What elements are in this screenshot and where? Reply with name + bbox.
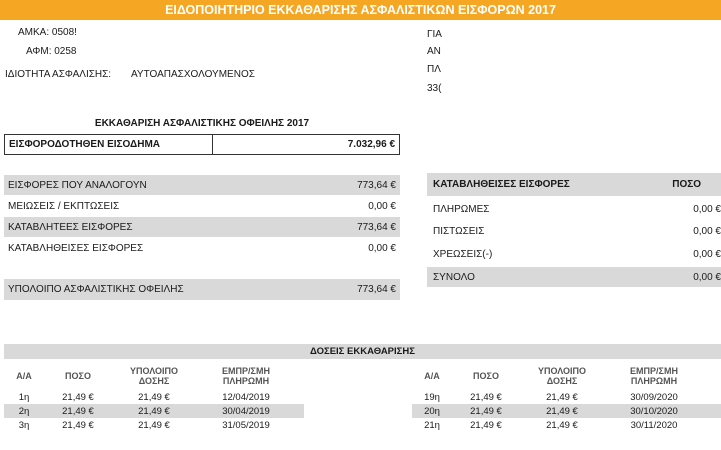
- settlement-row: [4, 196, 400, 216]
- col-aa: Α/Α: [424, 371, 440, 381]
- row-label: ΚΑΤΑΒΛΗΘΕΙΣΕΣ ΕΙΣΦΟΡΕΣ: [8, 242, 144, 254]
- settlement-row: [4, 175, 400, 195]
- paid-row-value: 0,00 €: [693, 225, 721, 237]
- amka-field: ΑΜΚΑ: 0508!: [18, 27, 77, 38]
- settlement-row: [4, 238, 400, 258]
- table-row: 21η 21,49 € 21,49 € 30/11/2020: [424, 419, 678, 431]
- afm-field: ΑΦΜ: 0258: [26, 46, 77, 57]
- income-label: ΕΙΣΦΟΡΟΔΟΤΗΘΕΝ ΕΙΣΟΔΗΜΑ: [9, 139, 161, 150]
- balance-label: ΥΠΟΛΟΙΠΟ ΑΣΦΑΛΙΣΤΙΚΗΣ ΟΦΕΙΛΗΣ: [8, 284, 184, 295]
- paid-row: [427, 221, 721, 241]
- row-label: ΚΑΤΑΒΛΗΤΕΕΣ ΕΙΣΦΟΡΕΣ: [8, 221, 133, 233]
- idiotita-label: ΙΔΙΟΤΗΤΑ ΑΣΦΑΛΙΣΗΣ:: [5, 69, 112, 80]
- paid-total-row: [427, 267, 721, 287]
- paid-row-value: 0,00 €: [693, 203, 721, 215]
- installments-table-right: [412, 362, 721, 432]
- installments-title: ΔΟΣΕΙΣ ΕΚΚΑΘΑΡΙΣΗΣ: [4, 344, 721, 359]
- settlement-title: ΕΚΚΑΘΑΡΙΣΗ ΑΣΦΑΛΙΣΤΙΚΗΣ ΟΦΕΙΛΗΣ 2017: [94, 118, 310, 129]
- col-remaining: ΥΠΟΛΟΙΠΟ ΔΟΣΗΣ: [537, 366, 587, 386]
- col-aa: Α/Α: [16, 371, 32, 381]
- installments-table-left: [4, 362, 304, 432]
- table-row: 2η 21,49 € 21,49 € 30/04/2019: [4, 404, 304, 418]
- row-value: 0,00 €: [368, 242, 396, 254]
- paid-header-amount: ΠΟΣΟ: [672, 179, 701, 190]
- address-line-3: ΠΛ: [427, 64, 441, 75]
- col-amount: ΠΟΣΟ: [65, 371, 91, 381]
- table-row: 19η 21,49 € 21,49 € 30/09/2020: [424, 391, 678, 403]
- balance-row: [4, 279, 400, 300]
- row-value: 0,00 €: [368, 200, 396, 212]
- income-divider: [212, 134, 213, 155]
- paid-total-label: ΣΥΝΟΛΟ: [433, 271, 475, 283]
- table-row: 1η 21,49 € 21,49 € 12/04/2019: [18, 391, 270, 403]
- row-label: ΜΕΙΩΣΕΙΣ / ΕΚΠΤΩΣΕΙΣ: [8, 200, 120, 212]
- idiotita-value: ΑΥΤΟΑΠΑΣΧΟΛΟΥΜΕΝΟΣ: [131, 69, 255, 80]
- address-line-2: ΑΝ: [427, 46, 441, 57]
- paid-row-label: ΧΡΕΩΣΕΙΣ(-): [433, 248, 493, 260]
- paid-row-label: ΠΛΗΡΩΜΕΣ: [433, 203, 490, 215]
- col-remaining: ΥΠΟΛΟΙΠΟ ΔΟΣΗΣ: [129, 366, 179, 386]
- paid-header-label: ΚΑΤΑΒΛΗΘΕΙΣΕΣ ΕΙΣΦΟΡΕΣ: [433, 179, 570, 190]
- col-due: ΕΜΠΡ/ΣΜΗ ΠΛΗΡΩΜΗ: [630, 366, 678, 386]
- table-row: 3η 21,49 € 21,49 € 31/05/2019: [18, 419, 270, 431]
- page-title: ΕΙΔΟΠΟΙΗΤΗΡΙΟ ΕΚΚΑΘΑΡΙΣΗΣ ΑΣΦΑΛΙΣΤΙΚΩΝ ΕΙΣΦΟΡΩΝ 2017: [0, 0, 721, 20]
- income-box: [4, 134, 400, 155]
- paid-row: [427, 199, 721, 219]
- col-due: ΕΜΠΡ/ΣΜΗ ΠΛΗΡΩΜΗ: [222, 366, 270, 386]
- paid-row: [427, 244, 721, 264]
- row-value: 773,64 €: [357, 221, 396, 233]
- address-line-1: ΓΙΑ: [427, 29, 442, 40]
- address-line-4: 33(: [427, 83, 442, 94]
- balance-value: 773,64 €: [357, 284, 396, 295]
- settlement-row: [4, 217, 400, 237]
- row-label: ΕΙΣΦΟΡΕΣ ΠΟΥ ΑΝΑΛΟΓΟΥΝ: [8, 179, 147, 191]
- table-row: 20η 21,49 € 21,49 € 30/10/2020: [412, 404, 721, 418]
- paid-total-value: 0,00 €: [693, 271, 721, 283]
- income-value: 7.032,96 €: [347, 139, 395, 150]
- row-value: 773,64 €: [357, 179, 396, 191]
- paid-row-value: 0,00 €: [693, 248, 721, 260]
- col-amount: ΠΟΣΟ: [473, 371, 499, 381]
- paid-header: [427, 173, 721, 196]
- paid-row-label: ΠΙΣΤΩΣΕΙΣ: [433, 225, 485, 237]
